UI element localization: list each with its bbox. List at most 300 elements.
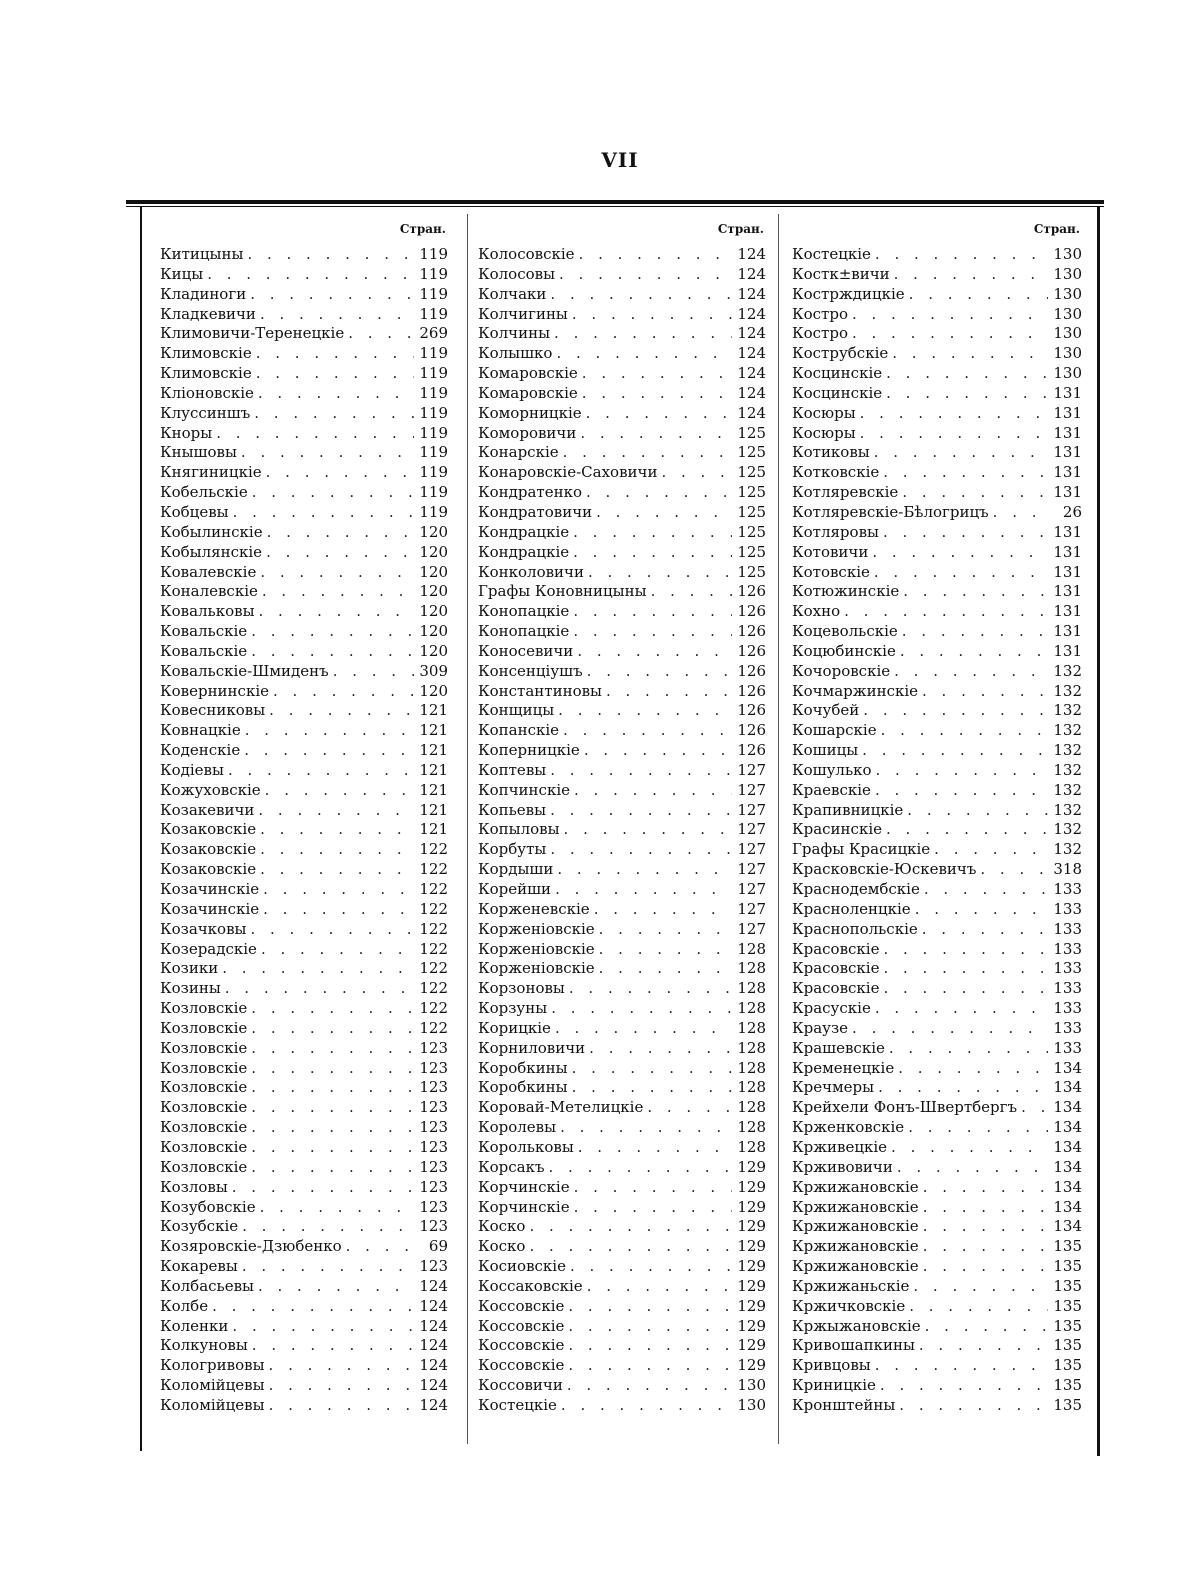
index-entry xyxy=(160,840,448,860)
entry-name: Колчины xyxy=(478,324,551,343)
leader-dots xyxy=(346,1237,414,1255)
entry-page: 127 xyxy=(737,899,766,918)
entry-name: Коломійцевы xyxy=(160,1395,265,1414)
index-entry xyxy=(160,285,448,305)
entry-name: Ковернинскіе xyxy=(160,681,270,700)
entry-page: 130 xyxy=(1053,344,1082,363)
entry-page: 131 xyxy=(1053,542,1082,561)
leader-dots xyxy=(216,424,414,442)
leader-dots xyxy=(251,999,414,1017)
entry-name: Кошулько xyxy=(792,760,872,779)
entry-name: Козловскіе xyxy=(160,1058,248,1077)
entry-name: Кочмаржинскіе xyxy=(792,681,919,700)
entry-page: 126 xyxy=(737,701,766,720)
entry-page: 127 xyxy=(737,760,766,779)
index-entry xyxy=(478,443,766,463)
entry-name: Коперницкіе xyxy=(478,741,580,760)
entry-page: 119 xyxy=(419,245,448,263)
entry-name: Кржыжановскіе xyxy=(792,1316,921,1335)
entry-page: 132 xyxy=(1053,820,1082,839)
entry-page: 134 xyxy=(1053,1078,1082,1097)
entry-name: Корчинскіе xyxy=(478,1197,570,1216)
leader-dots xyxy=(875,1356,1048,1374)
leader-dots xyxy=(550,285,732,303)
index-entry xyxy=(792,840,1082,860)
index-entry xyxy=(792,801,1082,821)
entry-name: Корицкіе xyxy=(478,1018,551,1037)
leader-dots xyxy=(529,1237,732,1255)
entry-name: Крапивницкіе xyxy=(792,800,904,819)
entry-page: 125 xyxy=(737,542,766,561)
entry-page: 132 xyxy=(1053,721,1082,740)
leader-dots xyxy=(212,1297,414,1315)
leader-dots xyxy=(251,622,414,640)
leader-dots xyxy=(892,344,1048,362)
leader-dots xyxy=(333,662,414,680)
entry-name: Кордыши xyxy=(478,860,554,879)
entry-page: 121 xyxy=(419,760,448,779)
index-entry xyxy=(160,940,448,960)
entry-page: 124 xyxy=(737,245,766,263)
entry-name: Кобцевы xyxy=(160,502,229,521)
index-entry xyxy=(160,701,448,721)
index-entry xyxy=(792,781,1082,801)
entry-name: Константиновы xyxy=(478,681,602,700)
entry-page: 128 xyxy=(737,1137,766,1156)
leader-dots xyxy=(599,959,732,977)
index-entry xyxy=(478,761,766,781)
leader-dots xyxy=(923,1198,1048,1216)
entry-page: 120 xyxy=(419,622,448,641)
entry-name: Козяровскіе-Дзюбенко xyxy=(160,1237,342,1256)
entry-page: 133 xyxy=(1053,979,1082,998)
entry-page: 129 xyxy=(737,1157,766,1176)
entry-name: Котюжинскіе xyxy=(792,582,900,601)
entry-page: 131 xyxy=(1053,582,1082,601)
leader-dots xyxy=(875,245,1048,263)
leader-dots xyxy=(919,1336,1048,1354)
entry-name: Коносевичи xyxy=(478,641,574,660)
index-entry xyxy=(792,1138,1082,1158)
entry-page: 119 xyxy=(419,383,448,402)
entry-page: 131 xyxy=(1053,602,1082,621)
entry-page: 119 xyxy=(419,463,448,482)
index-entry xyxy=(478,364,766,384)
index-entry xyxy=(792,1336,1082,1356)
index-entry xyxy=(160,979,448,999)
entry-page: 122 xyxy=(419,999,448,1018)
entry-name: Кострждицкіе xyxy=(792,284,905,303)
entry-page: 269 xyxy=(419,324,448,343)
index-entry xyxy=(792,1158,1082,1178)
leader-dots xyxy=(572,305,732,323)
entry-name: Кологривовы xyxy=(160,1356,265,1375)
index-entry xyxy=(160,662,448,682)
entry-name: Козубскіе xyxy=(160,1217,239,1236)
entry-page: 132 xyxy=(1053,760,1082,779)
entry-name: Котляревскіе xyxy=(792,483,899,502)
entry-page: 129 xyxy=(737,1217,766,1236)
entry-page: 126 xyxy=(737,741,766,760)
index-entry xyxy=(478,1376,766,1396)
index-entry xyxy=(478,1297,766,1317)
leader-dots xyxy=(898,1059,1048,1077)
entry-name: Кобылянскіе xyxy=(160,542,263,561)
entry-page: 124 xyxy=(419,1356,448,1375)
entry-name: Королевы xyxy=(478,1118,557,1137)
entry-name: Корчинскіе xyxy=(478,1177,570,1196)
index-entry xyxy=(792,1118,1082,1138)
index-entry xyxy=(792,1257,1082,1277)
index-entry xyxy=(478,979,766,999)
entry-page: 122 xyxy=(419,880,448,898)
index-entry xyxy=(478,1059,766,1079)
leader-dots xyxy=(259,602,414,620)
leader-dots xyxy=(260,1198,414,1216)
entry-page: 120 xyxy=(419,641,448,660)
leader-dots xyxy=(550,840,732,858)
index-entry xyxy=(792,424,1082,444)
entry-page: 129 xyxy=(737,1336,766,1355)
index-entry xyxy=(478,1198,766,1218)
entry-page: 119 xyxy=(419,483,448,502)
entry-name: Ковалевскіе xyxy=(160,562,257,581)
leader-dots xyxy=(573,543,732,561)
index-entry xyxy=(792,741,1082,761)
entry-page: 121 xyxy=(419,701,448,720)
leader-dots xyxy=(241,443,414,461)
entry-name: Кржичковскіе xyxy=(792,1296,906,1315)
leader-dots xyxy=(577,642,732,660)
leader-dots xyxy=(260,563,414,581)
entry-name: Княгиницкіе xyxy=(160,463,262,482)
leader-dots xyxy=(922,920,1048,938)
entry-name: Козловы xyxy=(160,1177,228,1196)
entry-name: Конопацкіе xyxy=(478,602,570,621)
index-entry xyxy=(160,1376,448,1396)
leader-dots xyxy=(573,622,732,640)
index-entry xyxy=(792,245,1082,265)
index-entry xyxy=(792,1237,1082,1257)
entry-name: Козловскіе xyxy=(160,1018,248,1037)
entry-name: Корзуны xyxy=(478,999,548,1018)
index-entry xyxy=(478,404,766,424)
entry-page: 126 xyxy=(737,641,766,660)
leader-dots xyxy=(569,979,732,997)
leader-dots xyxy=(883,940,1048,958)
entry-page: 128 xyxy=(737,939,766,958)
index-entry xyxy=(478,582,766,602)
leader-dots xyxy=(568,1297,732,1315)
leader-dots xyxy=(1021,1098,1048,1116)
entry-page: 26 xyxy=(1062,502,1082,521)
leader-dots xyxy=(580,424,732,442)
entry-name: Козаковскіе xyxy=(160,820,257,839)
entry-page: 122 xyxy=(419,979,448,998)
index-entry xyxy=(160,305,448,325)
entry-name: Конаровскіе-Саховичи xyxy=(478,463,658,482)
entry-page: 128 xyxy=(737,1038,766,1057)
index-entry xyxy=(478,344,766,364)
index-entry xyxy=(160,602,448,622)
entry-name: Кочубей xyxy=(792,701,860,720)
index-entry xyxy=(792,1178,1082,1198)
leader-dots xyxy=(251,1138,414,1156)
entry-page: 127 xyxy=(737,919,766,938)
index-entry xyxy=(792,1277,1082,1297)
index-entry xyxy=(792,404,1082,424)
leader-dots xyxy=(909,285,1048,303)
entry-page: 119 xyxy=(419,364,448,383)
entry-name: Костро xyxy=(792,324,848,343)
entry-page: 135 xyxy=(1053,1336,1082,1355)
leader-dots xyxy=(922,682,1048,700)
index-entry xyxy=(478,1277,766,1297)
entry-name: Красинскіе xyxy=(792,820,882,839)
index-entry xyxy=(478,721,766,741)
leader-dots xyxy=(852,324,1048,342)
entry-page: 124 xyxy=(737,324,766,343)
entry-page: 125 xyxy=(737,463,766,482)
leader-dots xyxy=(567,1376,732,1394)
entry-name: Кронштейны xyxy=(792,1395,896,1414)
leader-dots xyxy=(878,1078,1048,1096)
index-entry xyxy=(792,900,1082,920)
leader-dots xyxy=(252,1336,414,1354)
entry-name: Костк±вичи xyxy=(792,264,890,283)
entry-name: Кривцовы xyxy=(792,1356,871,1375)
entry-page: 135 xyxy=(1053,1316,1082,1335)
index-entry xyxy=(160,1158,448,1178)
leader-dots xyxy=(556,344,732,362)
leader-dots xyxy=(909,1297,1048,1315)
entry-page: 133 xyxy=(1053,880,1082,898)
entry-name: Коморницкіе xyxy=(478,403,582,422)
entry-name: Козачковы xyxy=(160,919,247,938)
entry-page: 135 xyxy=(1053,1237,1082,1256)
entry-name: Кобельскіе xyxy=(160,483,248,502)
leader-dots xyxy=(881,721,1048,739)
page-number: VII xyxy=(601,148,639,172)
leader-dots xyxy=(251,1059,414,1077)
index-entry xyxy=(478,1118,766,1138)
index-entry xyxy=(792,1217,1082,1237)
leader-dots xyxy=(260,860,414,878)
entry-name: Колчаки xyxy=(478,284,547,303)
index-entry xyxy=(478,820,766,840)
index-entry xyxy=(792,344,1082,364)
entry-name: Кобылинскіе xyxy=(160,522,263,541)
entry-page: 132 xyxy=(1053,840,1082,859)
entry-page: 123 xyxy=(419,1038,448,1057)
entry-name: Колбе xyxy=(160,1296,209,1315)
index-entry xyxy=(160,642,448,662)
entry-name: Коссовскіе xyxy=(478,1356,565,1375)
entry-name: Коцевольскіе xyxy=(792,622,898,641)
index-entry xyxy=(792,1356,1082,1376)
entry-page: 132 xyxy=(1053,701,1082,720)
leader-dots xyxy=(599,940,732,958)
index-entry xyxy=(160,1356,448,1376)
entry-name: Ковальковы xyxy=(160,602,255,621)
entry-name: Козины xyxy=(160,979,221,998)
entry-name: Козакевичи xyxy=(160,800,255,819)
leader-dots xyxy=(651,582,732,600)
entry-name: Графы Красицкіе xyxy=(792,840,931,859)
entry-page: 128 xyxy=(737,1098,766,1117)
entry-page: 131 xyxy=(1053,522,1082,541)
index-entry xyxy=(160,1198,448,1218)
entry-page: 133 xyxy=(1053,959,1082,978)
entry-name: Красковскіе-Юскевичъ xyxy=(792,860,977,879)
leader-dots xyxy=(563,721,732,739)
entry-name: Котовскіе xyxy=(792,562,870,581)
entry-name: Кривошапкины xyxy=(792,1336,915,1355)
leader-dots xyxy=(891,1138,1048,1156)
entry-page: 126 xyxy=(737,602,766,621)
entry-page: 132 xyxy=(1053,741,1082,760)
leader-dots xyxy=(550,761,732,779)
entry-page: 131 xyxy=(1053,641,1082,660)
entry-page: 129 xyxy=(737,1276,766,1295)
leader-dots xyxy=(254,404,414,422)
index-entry xyxy=(160,1039,448,1059)
right-rule xyxy=(1097,206,1100,1456)
leader-dots xyxy=(894,265,1048,283)
entry-page: 131 xyxy=(1053,383,1082,402)
entry-page: 119 xyxy=(419,443,448,462)
entry-page: 120 xyxy=(419,542,448,561)
entry-page: 121 xyxy=(419,780,448,799)
index-entry xyxy=(478,503,766,523)
entry-name: Котиковы xyxy=(792,443,870,462)
entry-name: Клуссиншъ xyxy=(160,403,251,422)
entry-page: 124 xyxy=(737,403,766,422)
entry-name: Коссаковскіе xyxy=(478,1276,583,1295)
entry-page: 129 xyxy=(737,1316,766,1335)
index-entry xyxy=(478,324,766,344)
leader-dots xyxy=(923,1237,1048,1255)
index-entry xyxy=(478,483,766,503)
index-entry xyxy=(478,860,766,880)
entry-name: Красускіе xyxy=(792,999,871,1018)
entry-page: 131 xyxy=(1053,403,1082,422)
index-entry xyxy=(160,682,448,702)
leader-dots xyxy=(588,563,732,581)
leader-dots xyxy=(266,463,414,481)
entry-name: Косцинскіе xyxy=(792,364,883,383)
leader-dots xyxy=(263,900,414,918)
entry-page: 129 xyxy=(737,1257,766,1276)
index-entry xyxy=(792,1039,1082,1059)
leader-dots xyxy=(647,1098,732,1116)
index-entry xyxy=(792,820,1082,840)
index-entry xyxy=(478,1138,766,1158)
entry-name: Крейхели Фонъ-Швертбергъ xyxy=(792,1098,1018,1117)
entry-page: 122 xyxy=(419,1018,448,1037)
index-entry xyxy=(160,1336,448,1356)
leader-dots xyxy=(925,1317,1048,1335)
index-entry xyxy=(160,1297,448,1317)
index-entry xyxy=(478,959,766,979)
leader-dots xyxy=(596,503,732,521)
index-entry xyxy=(160,443,448,463)
index-entry xyxy=(792,1098,1082,1118)
entry-page: 125 xyxy=(737,443,766,462)
index-entry xyxy=(792,1317,1082,1337)
index-entry xyxy=(160,483,448,503)
leader-dots xyxy=(589,1039,732,1057)
column-header: Стран. xyxy=(399,222,446,236)
index-entry xyxy=(160,364,448,384)
index-entry xyxy=(160,1237,448,1257)
entry-name: Коналевскіе xyxy=(160,582,258,601)
leader-dots xyxy=(661,463,732,481)
leader-dots xyxy=(872,543,1048,561)
entry-name: Котовичи xyxy=(792,542,869,561)
entry-page: 135 xyxy=(1053,1356,1082,1375)
leader-dots xyxy=(582,384,732,402)
entry-name: Краснодембскіе xyxy=(792,880,920,898)
leader-dots xyxy=(902,483,1048,501)
index-entry xyxy=(160,622,448,642)
entry-name: Костецкіе xyxy=(478,1395,557,1414)
entry-page: 124 xyxy=(419,1316,448,1335)
entry-page: 130 xyxy=(1053,304,1082,323)
leader-dots xyxy=(894,662,1048,680)
leader-dots xyxy=(902,622,1048,640)
entry-page: 120 xyxy=(419,681,448,700)
index-entry xyxy=(792,959,1082,979)
entry-name: Кондратовичи xyxy=(478,502,593,521)
leader-dots xyxy=(529,1217,732,1235)
index-entry xyxy=(478,1237,766,1257)
index-entry xyxy=(792,860,1082,880)
entry-name: Красноленцкіе xyxy=(792,899,911,918)
entry-name: Козловскіе xyxy=(160,1038,248,1057)
leader-dots xyxy=(245,721,414,739)
index-entry xyxy=(478,900,766,920)
index-entry xyxy=(478,840,766,860)
leader-dots xyxy=(242,1257,414,1275)
entry-name: Коссовскіе xyxy=(478,1296,565,1315)
entry-page: 133 xyxy=(1053,1038,1082,1057)
index-entry xyxy=(160,900,448,920)
index-entry xyxy=(160,265,448,285)
entry-page: 126 xyxy=(737,661,766,680)
leader-dots xyxy=(568,1317,732,1335)
entry-page: 129 xyxy=(737,1177,766,1196)
entry-name: Копчинскіе xyxy=(478,780,570,799)
entry-name: Кладкевичи xyxy=(160,304,256,323)
entry-page: 123 xyxy=(419,1058,448,1077)
entry-name: Краевскіе xyxy=(792,780,871,799)
leader-dots xyxy=(273,682,414,700)
entry-page: 123 xyxy=(419,1197,448,1216)
index-entry xyxy=(160,860,448,880)
entry-page: 120 xyxy=(419,562,448,581)
entry-page: 126 xyxy=(737,681,766,700)
leader-dots xyxy=(222,959,414,977)
index-entry xyxy=(792,979,1082,999)
leader-dots xyxy=(256,364,414,382)
entry-name: Крживецкіе xyxy=(792,1137,888,1156)
leader-dots xyxy=(550,801,732,819)
leader-dots xyxy=(225,979,414,997)
entry-name: Коссовичи xyxy=(478,1376,563,1395)
entry-name: Комаровскіе xyxy=(478,383,578,402)
index-entry xyxy=(792,503,1082,523)
